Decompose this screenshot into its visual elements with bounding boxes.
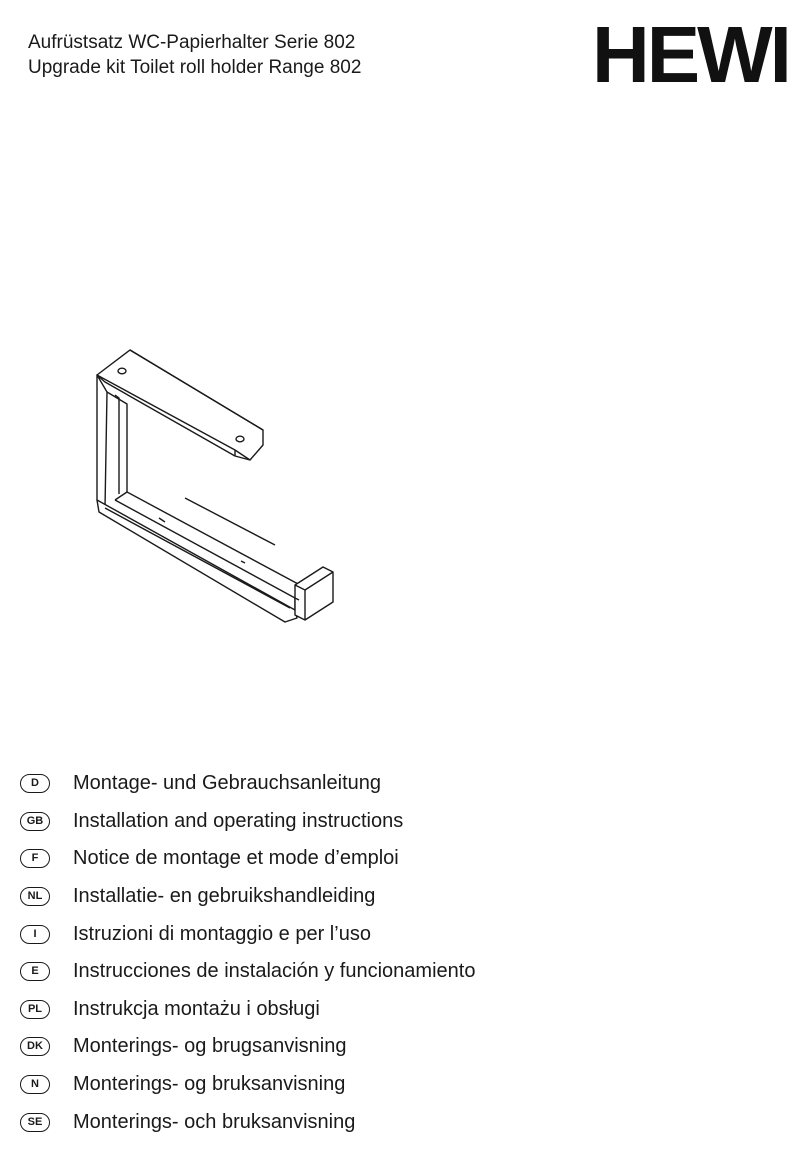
title-german: Aufrüstsatz WC-Papierhalter Serie 802: [28, 32, 356, 53]
document-title: [28, 30, 361, 80]
language-instruction-label: Instrukcja montażu i obsługi: [73, 997, 320, 1020]
language-instruction-label: Installation and operating instructions: [73, 809, 404, 832]
language-instruction-label: Istruzioni di montaggio e per l’uso: [73, 922, 371, 945]
language-code-badge: PL: [20, 1000, 50, 1019]
language-code-badge: E: [20, 962, 50, 981]
title-english: Upgrade kit Toilet roll holder Range 802: [28, 57, 362, 78]
language-code-badge: NL: [20, 887, 50, 906]
language-instruction-label: Installatie- en gebruikshandleiding: [73, 885, 376, 908]
language-instruction-label: Monterings- og brugsanvisning: [73, 1035, 347, 1058]
language-code-badge: SE: [20, 1113, 50, 1132]
language-code-badge: I: [20, 925, 50, 944]
language-instruction-label: Monterings- och bruksanvisning: [73, 1110, 356, 1133]
list-item: [20, 803, 475, 841]
list-item: [20, 1103, 475, 1141]
list-item: [20, 991, 475, 1029]
language-code-badge: GB: [20, 812, 50, 831]
language-code-badge: N: [20, 1075, 50, 1094]
list-item: [20, 765, 475, 803]
language-list: [20, 765, 475, 1141]
language-code-badge: F: [20, 849, 50, 868]
toilet-roll-holder-icon: [85, 340, 345, 625]
language-instruction-label: Instrucciones de instalación y funcionamiento: [73, 960, 476, 983]
list-item: [20, 1028, 475, 1066]
language-instruction-label: Monterings- og bruksanvisning: [73, 1073, 346, 1096]
list-item: [20, 953, 475, 991]
list-item: [20, 915, 475, 953]
language-code-badge: DK: [20, 1037, 50, 1056]
language-instruction-label: Notice de montage et mode d’emploi: [73, 847, 399, 870]
list-item: [20, 878, 475, 916]
brand-logo: HEWI: [592, 10, 789, 99]
language-instruction-label: Montage- und Gebrauchsanleitung: [73, 772, 381, 795]
list-item: [20, 840, 475, 878]
language-code-badge: D: [20, 774, 50, 793]
list-item: [20, 1066, 475, 1104]
